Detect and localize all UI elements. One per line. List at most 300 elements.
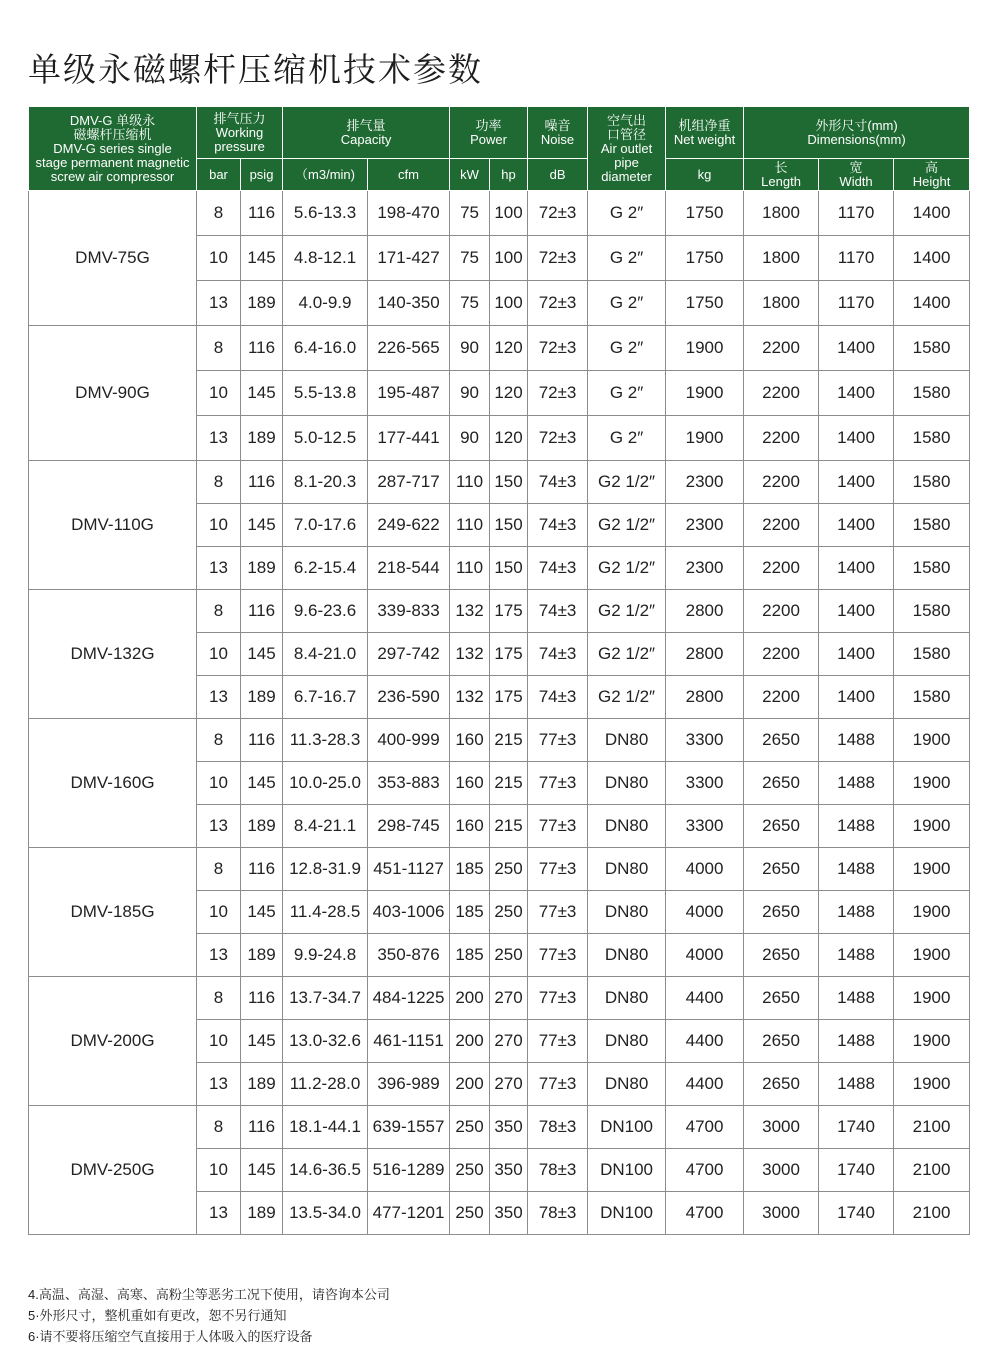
table-cell: 1580 — [894, 326, 970, 371]
table-cell: 1900 — [894, 848, 970, 891]
table-cell: 200 — [450, 1020, 490, 1063]
table-cell: 4400 — [666, 977, 744, 1020]
table-cell: 13 — [197, 416, 241, 461]
table-cell: 8 — [197, 719, 241, 762]
table-cell: 1400 — [894, 281, 970, 326]
table-cell: G2 1/2″ — [588, 461, 666, 504]
table-cell: 250 — [450, 1106, 490, 1149]
table-cell: 77±3 — [528, 891, 588, 934]
table-cell: 1800 — [744, 191, 819, 236]
table-cell: 8.4-21.1 — [283, 805, 368, 848]
table-cell: 150 — [490, 504, 528, 547]
table-cell: 13 — [197, 1063, 241, 1106]
table-cell: 200 — [450, 977, 490, 1020]
table-cell: G 2″ — [588, 236, 666, 281]
table-cell: 270 — [490, 1020, 528, 1063]
table-cell: 2650 — [744, 977, 819, 1020]
table-cell: 177-441 — [368, 416, 450, 461]
table-cell: 132 — [450, 633, 490, 676]
spec-table — [28, 106, 970, 1235]
table-cell: 9.6-23.6 — [283, 590, 368, 633]
table-cell: 3000 — [744, 1149, 819, 1192]
table-cell: 250 — [490, 848, 528, 891]
table-cell: 298-745 — [368, 805, 450, 848]
table-cell: 1900 — [894, 891, 970, 934]
table-cell: 116 — [241, 590, 283, 633]
table-cell: 90 — [450, 371, 490, 416]
table-cell: 4700 — [666, 1192, 744, 1235]
table-cell: 75 — [450, 191, 490, 236]
table-cell: 1400 — [819, 590, 894, 633]
table-cell: 116 — [241, 1106, 283, 1149]
table-cell: 1900 — [894, 719, 970, 762]
table-cell: 13 — [197, 934, 241, 977]
table-cell: 198-470 — [368, 191, 450, 236]
table-cell: 1750 — [666, 236, 744, 281]
table-cell: 189 — [241, 934, 283, 977]
table-cell: 477-1201 — [368, 1192, 450, 1235]
table-cell: 1400 — [894, 236, 970, 281]
table-cell: 77±3 — [528, 1020, 588, 1063]
table-cell: 4000 — [666, 891, 744, 934]
table-cell: 77±3 — [528, 934, 588, 977]
table-cell: 339-833 — [368, 590, 450, 633]
table-cell: 1900 — [666, 326, 744, 371]
table-cell: 2650 — [744, 1063, 819, 1106]
table-cell: 8 — [197, 1106, 241, 1149]
table-cell: 78±3 — [528, 1192, 588, 1235]
table-cell: 1488 — [819, 1020, 894, 1063]
table-cell: 13 — [197, 547, 241, 590]
table-cell: 12.8-31.9 — [283, 848, 368, 891]
table-cell: 185 — [450, 891, 490, 934]
table-cell: 250 — [450, 1192, 490, 1235]
table-cell: 160 — [450, 762, 490, 805]
table-cell: 8 — [197, 461, 241, 504]
table-cell: 8.1-20.3 — [283, 461, 368, 504]
table-cell: 350 — [490, 1149, 528, 1192]
table-cell: 189 — [241, 281, 283, 326]
table-cell: 140-350 — [368, 281, 450, 326]
table-cell: 1488 — [819, 1063, 894, 1106]
table-cell: 90 — [450, 326, 490, 371]
table-cell: DN100 — [588, 1149, 666, 1192]
table-cell: 353-883 — [368, 762, 450, 805]
table-cell: DN80 — [588, 934, 666, 977]
unit-cfm: cfm — [368, 159, 450, 191]
table-cell: 77±3 — [528, 1063, 588, 1106]
table-cell: 150 — [490, 461, 528, 504]
model-name: DMV-200G — [29, 977, 197, 1106]
table-cell: 116 — [241, 191, 283, 236]
table-cell: 1488 — [819, 934, 894, 977]
table-cell: 403-1006 — [368, 891, 450, 934]
table-cell: 1900 — [894, 1020, 970, 1063]
table-cell: 4400 — [666, 1020, 744, 1063]
table-cell: 120 — [490, 371, 528, 416]
table-cell: 160 — [450, 719, 490, 762]
table-cell: 132 — [450, 676, 490, 719]
table-cell: 3300 — [666, 762, 744, 805]
table-cell: 13 — [197, 805, 241, 848]
table-cell: 4400 — [666, 1063, 744, 1106]
table-cell: DN100 — [588, 1192, 666, 1235]
table-cell: 1400 — [819, 504, 894, 547]
table-cell: 1900 — [894, 934, 970, 977]
table-cell: G2 1/2″ — [588, 633, 666, 676]
table-cell: 5.6-13.3 — [283, 191, 368, 236]
table-cell: 400-999 — [368, 719, 450, 762]
table-cell: DN80 — [588, 1020, 666, 1063]
table-cell: 5.0-12.5 — [283, 416, 368, 461]
table-cell: 1580 — [894, 371, 970, 416]
table-cell: 1488 — [819, 719, 894, 762]
table-cell: 8 — [197, 590, 241, 633]
table-cell: 2650 — [744, 805, 819, 848]
table-cell: 1740 — [819, 1106, 894, 1149]
table-cell: 150 — [490, 547, 528, 590]
table-cell: 3000 — [744, 1192, 819, 1235]
table-cell: 2100 — [894, 1192, 970, 1235]
table-row — [29, 326, 970, 371]
table-cell: 1900 — [894, 977, 970, 1020]
table-cell: 3300 — [666, 719, 744, 762]
table-cell: G2 1/2″ — [588, 676, 666, 719]
table-cell: 145 — [241, 236, 283, 281]
table-cell: 3000 — [744, 1106, 819, 1149]
table-cell: 189 — [241, 1192, 283, 1235]
table-cell: 145 — [241, 1020, 283, 1063]
table-cell: 1400 — [819, 547, 894, 590]
table-cell: 2300 — [666, 461, 744, 504]
table-cell: 13.7-34.7 — [283, 977, 368, 1020]
table-cell: 4700 — [666, 1149, 744, 1192]
table-cell: 77±3 — [528, 719, 588, 762]
table-cell: 1170 — [819, 281, 894, 326]
table-cell: 2200 — [744, 590, 819, 633]
table-cell: 226-565 — [368, 326, 450, 371]
table-cell: 461-1151 — [368, 1020, 450, 1063]
table-cell: 1400 — [819, 461, 894, 504]
table-cell: 2300 — [666, 547, 744, 590]
header-width: 宽 Width — [819, 159, 894, 191]
table-cell: G 2″ — [588, 416, 666, 461]
table-cell: 350-876 — [368, 934, 450, 977]
table-cell: 2800 — [666, 590, 744, 633]
table-cell: 74±3 — [528, 504, 588, 547]
table-cell: 171-427 — [368, 236, 450, 281]
table-cell: DN80 — [588, 977, 666, 1020]
table-cell: 120 — [490, 326, 528, 371]
table-cell: DN80 — [588, 719, 666, 762]
table-cell: G2 1/2″ — [588, 504, 666, 547]
table-cell: 13.5-34.0 — [283, 1192, 368, 1235]
table-cell: 6.2-15.4 — [283, 547, 368, 590]
table-cell: DN80 — [588, 762, 666, 805]
table-cell: 2200 — [744, 547, 819, 590]
table-cell: 1580 — [894, 633, 970, 676]
header-outlet: 空气出 口管径 Air outlet pipe diameter — [588, 107, 666, 191]
table-cell: 249-622 — [368, 504, 450, 547]
unit-db: dB — [528, 159, 588, 191]
table-cell: 74±3 — [528, 547, 588, 590]
unit-hp: hp — [490, 159, 528, 191]
table-cell: 8.4-21.0 — [283, 633, 368, 676]
note-item: 6·请不要将压缩空气直接用于人体吸入的医疗设备 — [28, 1329, 313, 1344]
model-name: DMV-250G — [29, 1106, 197, 1235]
table-cell: 10 — [197, 236, 241, 281]
table-cell: 2200 — [744, 504, 819, 547]
table-cell: 10 — [197, 1149, 241, 1192]
table-cell: 236-590 — [368, 676, 450, 719]
table-cell: 1580 — [894, 590, 970, 633]
spec-table-body — [29, 191, 970, 1235]
table-cell: G2 1/2″ — [588, 590, 666, 633]
table-cell: 13 — [197, 676, 241, 719]
header-capacity: 排气量 Capacity — [283, 107, 450, 159]
table-cell: 13 — [197, 1192, 241, 1235]
table-cell: 1488 — [819, 848, 894, 891]
unit-kw: kW — [450, 159, 490, 191]
table-cell: 10 — [197, 891, 241, 934]
header-model: DMV-G 单级永 磁螺杆压缩机 DMV-G series single stage permanent magnetic screw air compressor — [29, 107, 197, 191]
table-cell: 10 — [197, 1020, 241, 1063]
unit-m3min: （m3/min) — [283, 159, 368, 191]
table-cell: 2200 — [744, 633, 819, 676]
table-cell: 1400 — [819, 326, 894, 371]
table-cell: 6.4-16.0 — [283, 326, 368, 371]
table-cell: 10 — [197, 633, 241, 676]
table-cell: 1800 — [744, 281, 819, 326]
table-cell: 145 — [241, 371, 283, 416]
table-row — [29, 1106, 970, 1149]
table-cell: 13.0-32.6 — [283, 1020, 368, 1063]
table-cell: 145 — [241, 762, 283, 805]
table-cell: 72±3 — [528, 416, 588, 461]
table-cell: 2650 — [744, 762, 819, 805]
table-cell: 2300 — [666, 504, 744, 547]
table-cell: 451-1127 — [368, 848, 450, 891]
table-cell: G 2″ — [588, 371, 666, 416]
table-cell: 1400 — [819, 676, 894, 719]
table-cell: 74±3 — [528, 590, 588, 633]
table-cell: 145 — [241, 504, 283, 547]
header-power: 功率 Power — [450, 107, 528, 159]
table-cell: 8 — [197, 977, 241, 1020]
table-cell: 10 — [197, 504, 241, 547]
header-noise: 噪音 Noise — [528, 107, 588, 159]
model-name: DMV-90G — [29, 326, 197, 461]
table-cell: 215 — [490, 805, 528, 848]
table-cell: 1580 — [894, 416, 970, 461]
table-row — [29, 848, 970, 891]
table-cell: 218-544 — [368, 547, 450, 590]
table-row — [29, 719, 970, 762]
table-cell: 72±3 — [528, 371, 588, 416]
table-cell: 4000 — [666, 848, 744, 891]
table-cell: 1750 — [666, 191, 744, 236]
table-cell: 1170 — [819, 236, 894, 281]
table-cell: 6.7-16.7 — [283, 676, 368, 719]
table-cell: G 2″ — [588, 326, 666, 371]
table-cell: 215 — [490, 719, 528, 762]
table-cell: DN80 — [588, 1063, 666, 1106]
table-cell: 2650 — [744, 891, 819, 934]
table-cell: 396-989 — [368, 1063, 450, 1106]
table-cell: 215 — [490, 762, 528, 805]
model-name: DMV-132G — [29, 590, 197, 719]
table-cell: 2200 — [744, 676, 819, 719]
unit-kg: kg — [666, 159, 744, 191]
table-cell: 1488 — [819, 977, 894, 1020]
table-cell: 160 — [450, 805, 490, 848]
notes — [28, 1284, 390, 1347]
table-cell: 270 — [490, 977, 528, 1020]
table-cell: 110 — [450, 504, 490, 547]
unit-psig: psig — [241, 159, 283, 191]
table-cell: 200 — [450, 1063, 490, 1106]
table-cell: 516-1289 — [368, 1149, 450, 1192]
table-cell: 10.0-25.0 — [283, 762, 368, 805]
table-cell: 2800 — [666, 633, 744, 676]
table-cell: 9.9-24.8 — [283, 934, 368, 977]
table-cell: 2100 — [894, 1149, 970, 1192]
table-cell: 11.2-28.0 — [283, 1063, 368, 1106]
table-cell: 78±3 — [528, 1106, 588, 1149]
table-cell: 1580 — [894, 547, 970, 590]
model-name: DMV-160G — [29, 719, 197, 848]
table-cell: 100 — [490, 191, 528, 236]
model-name: DMV-75G — [29, 191, 197, 326]
table-cell: 1900 — [666, 416, 744, 461]
header-row-1 — [29, 107, 970, 159]
table-cell: 74±3 — [528, 676, 588, 719]
table-cell: 75 — [450, 236, 490, 281]
table-cell: 287-717 — [368, 461, 450, 504]
table-cell: 189 — [241, 1063, 283, 1106]
table-cell: 72±3 — [528, 326, 588, 371]
table-cell: 14.6-36.5 — [283, 1149, 368, 1192]
unit-bar: bar — [197, 159, 241, 191]
table-cell: 116 — [241, 719, 283, 762]
table-cell: 10 — [197, 371, 241, 416]
table-cell: 189 — [241, 805, 283, 848]
table-cell: 297-742 — [368, 633, 450, 676]
table-cell: 1900 — [894, 1063, 970, 1106]
table-cell: 18.1-44.1 — [283, 1106, 368, 1149]
table-cell: 1400 — [894, 191, 970, 236]
table-cell: 110 — [450, 461, 490, 504]
table-cell: 2200 — [744, 326, 819, 371]
page-title: 单级永磁螺杆压缩机技术参数 — [28, 50, 483, 89]
table-cell: 116 — [241, 326, 283, 371]
table-cell: 195-487 — [368, 371, 450, 416]
table-cell: 77±3 — [528, 762, 588, 805]
table-cell: 116 — [241, 461, 283, 504]
table-cell: 75 — [450, 281, 490, 326]
table-cell: 1580 — [894, 504, 970, 547]
table-cell: 639-1557 — [368, 1106, 450, 1149]
table-cell: 1488 — [819, 805, 894, 848]
table-cell: 1488 — [819, 891, 894, 934]
table-cell: 74±3 — [528, 461, 588, 504]
table-cell: 13 — [197, 281, 241, 326]
table-cell: 74±3 — [528, 633, 588, 676]
table-cell: 2200 — [744, 461, 819, 504]
table-cell: 1400 — [819, 416, 894, 461]
table-cell: 10 — [197, 762, 241, 805]
table-cell: 175 — [490, 633, 528, 676]
table-cell: 185 — [450, 934, 490, 977]
table-cell: 1750 — [666, 281, 744, 326]
table-cell: 2650 — [744, 1020, 819, 1063]
header-pressure: 排气压力 Working pressure — [197, 107, 283, 159]
header-dimensions: 外形尺寸(mm) Dimensions(mm) — [744, 107, 970, 159]
table-cell: DN80 — [588, 805, 666, 848]
table-cell: 2800 — [666, 676, 744, 719]
table-cell: 145 — [241, 891, 283, 934]
table-cell: 11.4-28.5 — [283, 891, 368, 934]
table-cell: 4.8-12.1 — [283, 236, 368, 281]
table-cell: 4700 — [666, 1106, 744, 1149]
table-cell: DN80 — [588, 848, 666, 891]
table-cell: 250 — [490, 934, 528, 977]
table-cell: 250 — [450, 1149, 490, 1192]
table-cell: 1740 — [819, 1149, 894, 1192]
table-cell: 8 — [197, 848, 241, 891]
table-cell: 8 — [197, 326, 241, 371]
table-cell: 189 — [241, 547, 283, 590]
table-cell: 189 — [241, 416, 283, 461]
table-cell: 5.5-13.8 — [283, 371, 368, 416]
table-cell: 484-1225 — [368, 977, 450, 1020]
table-cell: 116 — [241, 977, 283, 1020]
table-cell: 1580 — [894, 676, 970, 719]
table-cell: 100 — [490, 281, 528, 326]
model-name: DMV-110G — [29, 461, 197, 590]
table-cell: 72±3 — [528, 191, 588, 236]
note-item: 5·外形尺寸，整机重如有更改，恕不另行通知 — [28, 1308, 287, 1323]
table-cell: 1400 — [819, 371, 894, 416]
table-cell: 185 — [450, 848, 490, 891]
model-name: DMV-185G — [29, 848, 197, 977]
table-cell: 2200 — [744, 371, 819, 416]
header-weight: 机组净重 Net weight — [666, 107, 744, 159]
table-cell: 1740 — [819, 1192, 894, 1235]
table-cell: 1488 — [819, 762, 894, 805]
table-cell: 72±3 — [528, 281, 588, 326]
table-cell: 350 — [490, 1106, 528, 1149]
table-cell: 90 — [450, 416, 490, 461]
table-cell: 250 — [490, 891, 528, 934]
table-cell: 175 — [490, 590, 528, 633]
table-cell: 2200 — [744, 416, 819, 461]
table-cell: 3300 — [666, 805, 744, 848]
table-cell: 2650 — [744, 934, 819, 977]
table-cell: 116 — [241, 848, 283, 891]
table-cell: 77±3 — [528, 805, 588, 848]
table-cell: G 2″ — [588, 191, 666, 236]
table-row — [29, 191, 970, 236]
table-cell: 72±3 — [528, 236, 588, 281]
table-cell: 77±3 — [528, 977, 588, 1020]
table-cell: 1400 — [819, 633, 894, 676]
table-cell: 1800 — [744, 236, 819, 281]
table-row — [29, 590, 970, 633]
table-cell: 1900 — [894, 805, 970, 848]
table-cell: 1900 — [894, 762, 970, 805]
table-cell: 2100 — [894, 1106, 970, 1149]
